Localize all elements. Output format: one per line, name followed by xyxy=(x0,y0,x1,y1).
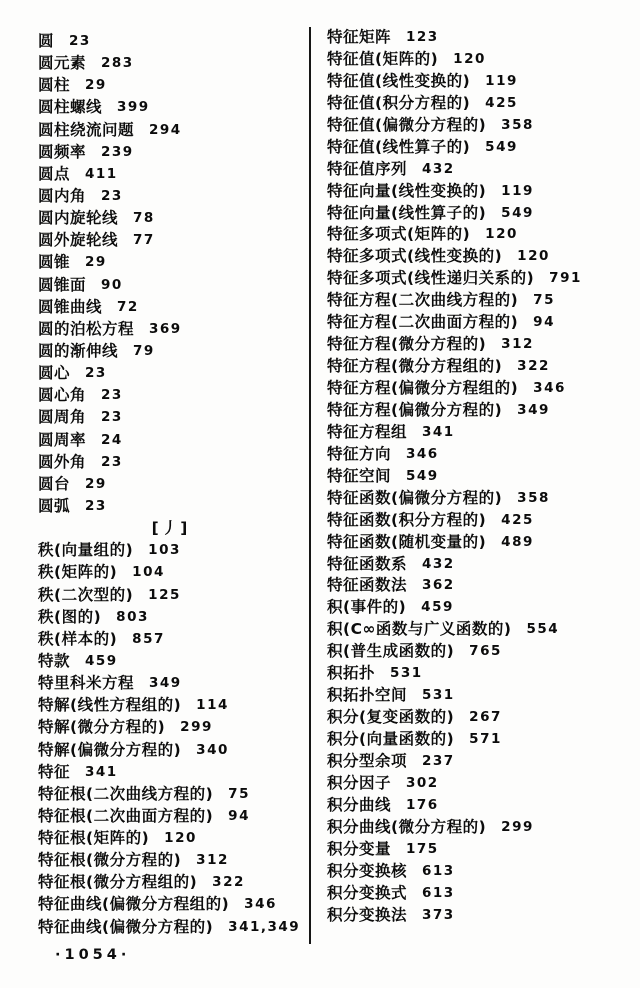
entry-page-numbers: 23 xyxy=(101,187,123,204)
entry-page-numbers: 425 xyxy=(501,511,534,528)
index-entry xyxy=(38,804,304,826)
entry-page-numbers: 175 xyxy=(406,840,439,857)
index-entry xyxy=(327,771,633,793)
entry-page-numbers: 341 xyxy=(85,763,118,780)
index-entry xyxy=(38,738,304,760)
index-entry xyxy=(38,915,304,937)
index-entry xyxy=(327,617,633,639)
index-entry xyxy=(327,530,633,552)
entry-page-numbers: 549 xyxy=(485,138,518,155)
entry-term: 特征函数(积分方程的) xyxy=(327,510,487,529)
entry-page-numbers: 75 xyxy=(533,292,555,309)
entry-term: 圆的渐伸线 xyxy=(38,341,119,360)
index-entry xyxy=(327,837,633,859)
entry-page-numbers: 341,349 xyxy=(228,918,301,935)
entry-term: 特征根(微分方程组的) xyxy=(38,873,198,892)
entry-term: 圆点 xyxy=(38,164,71,183)
entry-term: 特款 xyxy=(38,651,71,670)
section-marker xyxy=(38,516,304,538)
entry-term: 积拓扑空间 xyxy=(327,686,408,705)
entry-term: 特征 xyxy=(38,762,71,781)
entry-term: 积分变换式 xyxy=(327,883,408,902)
entry-term: 圆元素 xyxy=(38,54,87,73)
entry-term: 秩(图的) xyxy=(38,607,102,626)
entry-term: 特征向量(线性算子的) xyxy=(327,203,487,222)
index-entry xyxy=(327,486,633,508)
entry-term: 圆的泊松方程 xyxy=(38,319,135,338)
entry-page-numbers: 489 xyxy=(501,533,534,550)
index-entry xyxy=(38,826,304,848)
entry-page-numbers: 119 xyxy=(485,72,518,89)
entry-page-numbers: 23 xyxy=(101,409,123,426)
entry-page-numbers: 432 xyxy=(422,555,455,572)
entry-page-numbers: 78 xyxy=(133,210,155,227)
index-entry xyxy=(38,870,304,892)
index-entry xyxy=(38,383,304,405)
entry-term: 特征多项式(线性递归关系的) xyxy=(327,269,535,288)
index-entry xyxy=(38,162,304,184)
entry-term: 特解(线性方程组的) xyxy=(38,696,182,715)
entry-page-numbers: 125 xyxy=(148,586,181,603)
index-entry xyxy=(38,140,304,162)
index-entry xyxy=(38,693,304,715)
entry-page-numbers: 267 xyxy=(469,709,502,726)
index-entry xyxy=(327,749,633,771)
entry-page-numbers: 432 xyxy=(422,160,455,177)
index-entry xyxy=(327,376,633,398)
entry-term: 特征值(矩阵的) xyxy=(327,49,439,68)
entry-page-numbers: 75 xyxy=(228,785,250,802)
entry-term: 积分因子 xyxy=(327,773,392,792)
index-entry xyxy=(327,288,633,310)
entry-term: 特征值(线性变换的) xyxy=(327,71,471,90)
index-entry xyxy=(327,222,633,244)
index-entry xyxy=(327,552,633,574)
entry-page-numbers: 765 xyxy=(469,643,502,660)
entry-term: 特征矩阵 xyxy=(327,28,392,46)
entry-page-numbers: 120 xyxy=(453,50,486,67)
entry-page-numbers: 349 xyxy=(517,401,550,418)
section-marker-label: [丿] xyxy=(151,519,191,538)
index-entry xyxy=(327,91,633,113)
entry-page-numbers: 411 xyxy=(85,165,118,182)
entry-term: 特征方程(二次曲线方程的) xyxy=(327,291,519,310)
entry-page-numbers: 358 xyxy=(501,116,534,133)
entry-term: 圆外角 xyxy=(38,452,87,471)
entry-term: 圆心 xyxy=(38,364,71,383)
entry-page-numbers: 373 xyxy=(422,906,455,923)
entry-page-numbers: 312 xyxy=(196,852,229,869)
entry-term: 特征空间 xyxy=(327,466,392,485)
index-entry xyxy=(327,573,633,595)
entry-term: 特征根(二次曲面方程的) xyxy=(38,806,214,825)
entry-page-numbers: 358 xyxy=(517,489,550,506)
index-entry xyxy=(327,135,633,157)
index-entry xyxy=(327,639,633,661)
index-left-column xyxy=(38,29,304,937)
index-entry xyxy=(327,398,633,420)
index-entry xyxy=(327,595,633,617)
index-entry xyxy=(38,627,304,649)
index-entry xyxy=(327,442,633,464)
index-entry xyxy=(38,95,304,117)
entry-term: 特征根(矩阵的) xyxy=(38,829,150,848)
index-entry xyxy=(38,450,304,472)
index-entry xyxy=(38,118,304,140)
index-entry xyxy=(327,661,633,683)
entry-term: 特征函数(偏微分方程的) xyxy=(327,488,503,507)
entry-term: 圆外旋轮线 xyxy=(38,231,119,250)
entry-page-numbers: 23 xyxy=(101,453,123,470)
entry-page-numbers: 29 xyxy=(85,254,107,271)
entry-page-numbers: 119 xyxy=(501,182,534,199)
index-entry xyxy=(38,73,304,95)
entry-term: 圆锥 xyxy=(38,253,71,272)
entry-page-numbers: 294 xyxy=(149,121,182,138)
index-entry xyxy=(38,295,304,317)
entry-term: 特征向量(线性变换的) xyxy=(327,181,487,200)
index-entry xyxy=(38,848,304,870)
entry-term: 秩(向量组的) xyxy=(38,541,134,560)
entry-page-numbers: 23 xyxy=(69,33,91,49)
entry-page-numbers: 312 xyxy=(501,336,534,353)
entry-page-numbers: 340 xyxy=(196,741,229,758)
index-entry xyxy=(38,671,304,693)
index-entry xyxy=(38,361,304,383)
index-entry xyxy=(327,310,633,332)
index-entry xyxy=(38,405,304,427)
entry-term: 特征曲线(偏微分方程组的) xyxy=(38,895,230,914)
entry-page-numbers: 613 xyxy=(422,862,455,879)
index-entry xyxy=(38,428,304,450)
entry-page-numbers: 302 xyxy=(406,774,439,791)
entry-page-numbers: 299 xyxy=(501,818,534,835)
entry-term: 圆内旋轮线 xyxy=(38,209,119,228)
index-entry xyxy=(327,332,633,354)
index-entry xyxy=(327,815,633,837)
entry-term: 特征函数法 xyxy=(327,576,408,595)
entry-page-numbers: 79 xyxy=(133,342,155,359)
index-entry xyxy=(327,464,633,486)
index-entry xyxy=(38,560,304,582)
entry-term: 特征方程(偏微分方程的) xyxy=(327,400,503,419)
index-entry xyxy=(327,903,633,925)
entry-term: 特征值(积分方程的) xyxy=(327,93,471,112)
entry-page-numbers: 322 xyxy=(212,874,245,891)
entry-page-numbers: 349 xyxy=(149,675,182,692)
entry-page-numbers: 459 xyxy=(85,652,118,669)
entry-page-numbers: 24 xyxy=(101,431,123,448)
entry-page-numbers: 346 xyxy=(244,896,277,913)
index-entry xyxy=(38,715,304,737)
index-entry xyxy=(327,113,633,135)
entry-term: 圆频率 xyxy=(38,142,87,161)
entry-page-numbers: 29 xyxy=(85,77,107,94)
entry-term: 圆内角 xyxy=(38,186,87,205)
index-entry xyxy=(327,354,633,376)
entry-term: 特征值序列 xyxy=(327,159,408,178)
entry-page-numbers: 425 xyxy=(485,94,518,111)
entry-term: 积(C∞函数与广义函数的) xyxy=(327,620,512,639)
entry-term: 特征函数(随机变量的) xyxy=(327,532,487,551)
entry-term: 特征方程(微分方程的) xyxy=(327,335,487,354)
entry-page-numbers: 549 xyxy=(406,467,439,484)
entry-page-numbers: 346 xyxy=(533,380,566,396)
entry-page-numbers: 103 xyxy=(148,542,181,559)
entry-page-numbers: 120 xyxy=(485,226,518,243)
entry-term: 圆柱绕流问题 xyxy=(38,120,135,139)
entry-term: 圆台 xyxy=(38,474,71,493)
index-entry xyxy=(38,273,304,295)
entry-page-numbers: 857 xyxy=(132,630,165,647)
entry-term: 特解(偏微分方程的) xyxy=(38,740,182,759)
entry-page-numbers: 322 xyxy=(517,358,550,375)
entry-term: 圆柱螺线 xyxy=(38,98,103,117)
index-entry xyxy=(327,244,633,266)
entry-page-numbers: 459 xyxy=(421,599,454,616)
entry-page-numbers: 399 xyxy=(117,99,150,116)
index-entry xyxy=(38,250,304,272)
entry-page-numbers: 123 xyxy=(406,29,439,45)
entry-term: 特征值(线性算子的) xyxy=(327,137,471,156)
index-entry xyxy=(38,184,304,206)
entry-page-numbers: 554 xyxy=(526,621,560,638)
entry-page-numbers: 23 xyxy=(85,365,107,382)
index-entry xyxy=(327,266,633,288)
entry-term: 特征曲线(偏微分方程的) xyxy=(38,917,214,936)
index-entry xyxy=(327,179,633,201)
entry-page-numbers: 283 xyxy=(101,55,134,72)
entry-page-numbers: 90 xyxy=(101,276,123,293)
entry-page-numbers: 237 xyxy=(422,752,455,769)
entry-page-numbers: 341 xyxy=(422,423,455,440)
page-number: ·1054· xyxy=(55,947,131,963)
entry-term: 特征方向 xyxy=(327,444,392,463)
entry-term: 积(普生成函数的) xyxy=(327,642,455,661)
entry-term: 特征多项式(矩阵的) xyxy=(327,225,471,244)
index-entry xyxy=(327,727,633,749)
index-entry xyxy=(327,69,633,91)
entry-page-numbers: 369 xyxy=(149,320,182,337)
entry-page-numbers: 29 xyxy=(85,475,107,492)
index-entry xyxy=(38,538,304,560)
entry-term: 圆弧 xyxy=(38,496,71,515)
index-entry xyxy=(38,649,304,671)
entry-term: 特征方程(二次曲面方程的) xyxy=(327,313,519,332)
entry-term: 圆柱 xyxy=(38,76,71,95)
entry-page-numbers: 362 xyxy=(422,577,455,594)
entry-term: 圆周率 xyxy=(38,430,87,449)
index-entry xyxy=(327,881,633,903)
index-entry xyxy=(38,760,304,782)
index-entry xyxy=(38,472,304,494)
entry-term: 特征根(微分方程的) xyxy=(38,851,182,870)
index-entry xyxy=(327,793,633,815)
entry-page-numbers: 72 xyxy=(117,298,139,315)
entry-term: 积分(复变函数的) xyxy=(327,708,455,727)
entry-page-numbers: 613 xyxy=(422,884,455,901)
entry-page-numbers: 77 xyxy=(133,232,155,249)
index-entry xyxy=(327,25,633,47)
entry-term: 秩(样本的) xyxy=(38,629,118,648)
index-entry xyxy=(38,339,304,361)
entry-page-numbers: 791 xyxy=(549,270,582,287)
entry-page-numbers: 176 xyxy=(406,796,439,813)
index-entry xyxy=(38,892,304,914)
entry-term: 秩(二次型的) xyxy=(38,585,134,604)
entry-page-numbers: 94 xyxy=(228,807,250,824)
index-entry xyxy=(38,51,304,73)
entry-page-numbers: 299 xyxy=(180,719,213,736)
entry-page-numbers: 239 xyxy=(101,143,134,160)
entry-page-numbers: 23 xyxy=(101,387,123,404)
index-entry xyxy=(327,47,633,69)
index-entry xyxy=(327,705,633,727)
entry-term: 积(事件的) xyxy=(327,598,407,617)
entry-term: 特征根(二次曲线方程的) xyxy=(38,784,214,803)
entry-page-numbers: 104 xyxy=(132,564,165,581)
index-entry xyxy=(327,859,633,881)
entry-term: 积分变换核 xyxy=(327,861,408,880)
entry-page-numbers: 549 xyxy=(501,204,534,221)
column-divider-line xyxy=(309,27,311,944)
index-entry xyxy=(38,29,304,51)
entry-term: 积拓扑 xyxy=(327,664,376,683)
index-entry xyxy=(327,157,633,179)
entry-page-numbers: 94 xyxy=(533,314,555,331)
entry-page-numbers: 120 xyxy=(517,248,550,265)
entry-page-numbers: 23 xyxy=(85,497,107,514)
entry-term: 特征值(偏微分方程的) xyxy=(327,115,487,134)
index-entry xyxy=(38,228,304,250)
index-right-column xyxy=(327,25,633,924)
entry-term: 特征多项式(线性变换的) xyxy=(327,247,503,266)
entry-term: 特里科米方程 xyxy=(38,674,135,693)
entry-page-numbers: 114 xyxy=(196,697,229,714)
entry-term: 圆锥面 xyxy=(38,275,87,294)
entry-term: 圆周角 xyxy=(38,408,87,427)
entry-term: 特征函数系 xyxy=(327,554,408,573)
entry-term: 特征方程组 xyxy=(327,422,408,441)
index-entry xyxy=(38,206,304,228)
index-entry xyxy=(327,201,633,223)
entry-term: 圆 xyxy=(38,32,55,50)
entry-term: 秩(矩阵的) xyxy=(38,563,118,582)
entry-page-numbers: 531 xyxy=(390,665,423,682)
entry-term: 特征方程(微分方程组的) xyxy=(327,357,503,376)
entry-term: 积分变换法 xyxy=(327,905,408,924)
index-entry xyxy=(327,508,633,530)
entry-page-numbers: 571 xyxy=(469,731,502,747)
entry-page-numbers: 120 xyxy=(164,830,197,847)
entry-term: 特征方程(偏微分方程组的) xyxy=(327,379,519,397)
index-entry xyxy=(38,494,304,516)
entry-term: 积分型余项 xyxy=(327,751,408,770)
index-entry xyxy=(327,420,633,442)
index-entry xyxy=(38,605,304,627)
entry-term: 圆心角 xyxy=(38,386,87,405)
entry-term: 积分(向量函数的) xyxy=(327,730,455,748)
entry-term: 积分曲线 xyxy=(327,795,392,814)
entry-term: 积分变量 xyxy=(327,839,392,858)
entry-term: 特解(微分方程的) xyxy=(38,718,166,737)
entry-term: 积分曲线(微分方程的) xyxy=(327,817,487,836)
entry-term: 圆锥曲线 xyxy=(38,297,103,316)
index-entry xyxy=(38,317,304,339)
index-entry xyxy=(38,583,304,605)
entry-page-numbers: 803 xyxy=(116,608,149,625)
index-entry xyxy=(38,782,304,804)
index-entry xyxy=(327,683,633,705)
entry-page-numbers: 346 xyxy=(406,445,439,462)
entry-page-numbers: 531 xyxy=(422,687,455,704)
